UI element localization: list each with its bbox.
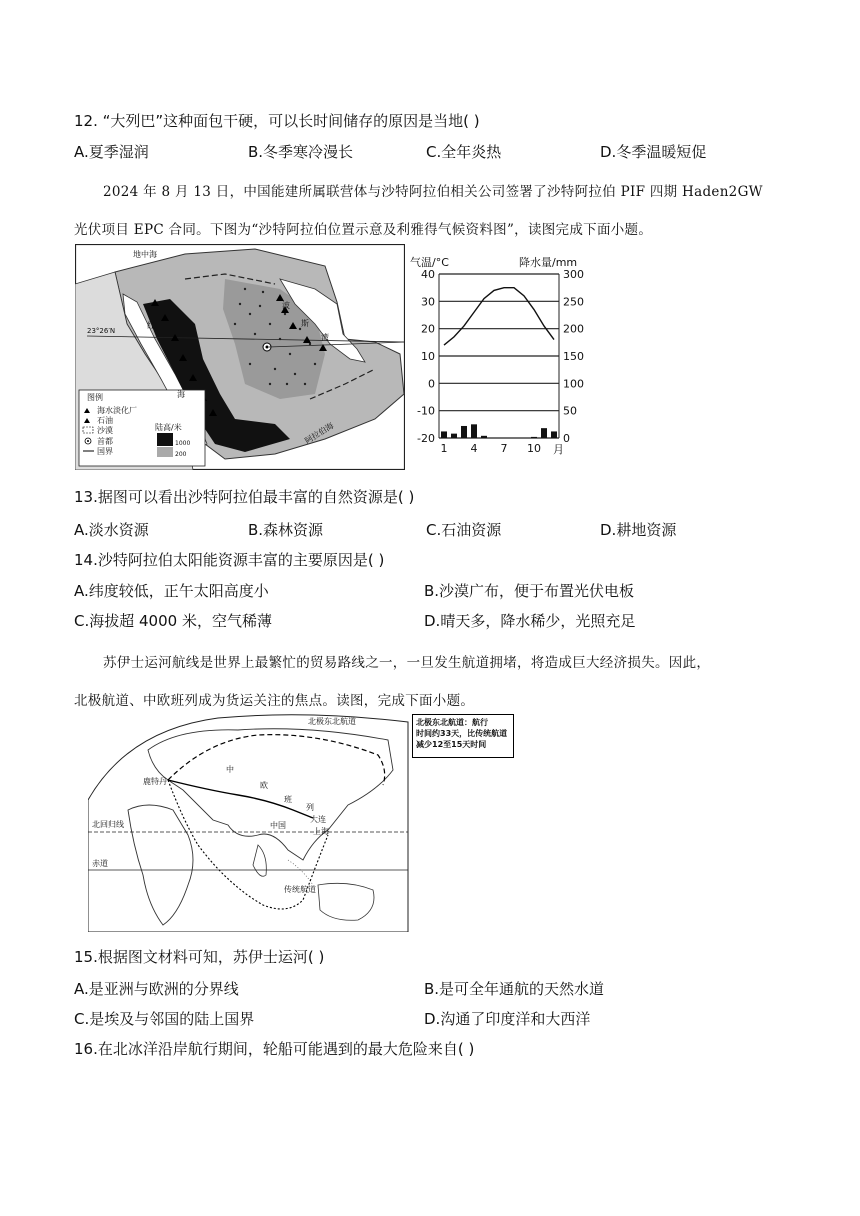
q13-option-a: A.淡水资源 xyxy=(74,521,149,539)
q15-option-c: C.是埃及与邻国的陆上国界 xyxy=(74,1010,255,1028)
q14-option-c: C.海拔超 4000 米，空气稀薄 xyxy=(74,612,272,630)
q15-option-d: D.沟通了印度洋和大西洋 xyxy=(424,1010,591,1028)
y-right-tick-label: 300 xyxy=(563,268,584,281)
q13-option-d: D.耕地资源 xyxy=(600,521,677,539)
temp-axis-title: 气温/°C xyxy=(410,256,449,269)
q13-stem: 13.据图可以看出沙特阿拉伯最丰富的自然资源是( ) xyxy=(74,488,415,506)
note-line-1: 北极东北航道：航行 xyxy=(416,718,488,727)
passage2-line2: 北极航道、中欧班列成为货运关注的焦点。读图，完成下面小题。 xyxy=(74,693,475,709)
precip-axis-title: 降水量/mm xyxy=(519,256,578,269)
legend-oil: 石油 xyxy=(97,416,113,425)
label-china: 中国 xyxy=(270,821,286,830)
y-right-tick-label: 200 xyxy=(563,322,584,336)
q15-option-a: A.是亚洲与欧洲的分界线 xyxy=(74,980,239,998)
note-line-3: 减少12至15天时间 xyxy=(416,740,487,749)
month-unit-label: 月 xyxy=(553,443,564,456)
q12-option-d: D.冬季温暖短促 xyxy=(600,143,707,161)
y-left-tick-label: 40 xyxy=(421,268,435,281)
precip-bar xyxy=(461,426,467,438)
y-right-tick-label: 250 xyxy=(563,295,584,309)
q14-stem: 14.沙特阿拉伯太阳能资源丰富的主要原因是( ) xyxy=(74,551,385,569)
label-zhong: 中 xyxy=(226,765,234,774)
y-left-tick-label: 0 xyxy=(428,377,435,391)
q12-option-b: B.冬季寒冷漫长 xyxy=(248,143,354,161)
x-tick-label: 7 xyxy=(500,442,508,455)
q12-option-c: C.全年炎热 xyxy=(426,143,502,161)
legend-desalination: 海水淡化厂 xyxy=(97,406,137,415)
label-latitude: 23°26′N xyxy=(87,327,116,335)
q12-option-a: A.夏季湿润 xyxy=(74,143,149,161)
label-hong: 红 xyxy=(147,321,155,330)
riyadh-climate-chart xyxy=(405,252,585,462)
label-bo: 波 xyxy=(282,301,290,310)
label-hai: 海 xyxy=(177,390,185,399)
label-equator: 赤道 xyxy=(92,859,108,868)
y-left-tick-label: 20 xyxy=(421,322,435,336)
note-line-2: 时间约33天，比传统航道 xyxy=(416,729,508,738)
passage1-line1: 2024 年 8 月 13 日，中国能建所属联营体与沙特阿拉伯相关公司签署了沙特阿拉伯 PIF 四期 Haden2GW xyxy=(103,184,763,200)
x-tick-label: 4 xyxy=(470,442,478,455)
label-tropic: 北回归线 xyxy=(92,820,124,829)
precip-bar xyxy=(471,424,477,438)
route-note-box xyxy=(412,714,514,758)
legend-capital: 首都 xyxy=(97,437,113,446)
q15-stem: 15.根据图文材料可知，苏伊士运河( ) xyxy=(74,948,325,966)
y-right-tick-label: 100 xyxy=(563,377,584,391)
precip-bar xyxy=(541,428,547,438)
y-left-tick-label: -20 xyxy=(417,432,435,445)
label-dalian: 大连 xyxy=(310,815,326,824)
y-right-tick-label: 0 xyxy=(563,432,570,445)
legend-elev-low: 200 xyxy=(175,451,187,458)
legend-border: 国界 xyxy=(97,447,113,456)
label-ou: 欧 xyxy=(260,781,268,790)
legend-elev-high: 1000 xyxy=(175,440,191,447)
label-ban: 班 xyxy=(284,795,292,804)
passage2-line1: 苏伊士运河航线是世界上最繁忙的贸易路线之一，一旦发生航道拥堵，将造成巨大经济损失。因此， xyxy=(103,655,711,671)
q16-stem: 16.在北冰洋沿岸航行期间，轮船可能遇到的最大危险来自( ) xyxy=(74,1040,475,1058)
label-rotterdam: 鹿特丹 xyxy=(143,777,167,786)
q13-option-b: B.森林资源 xyxy=(248,521,324,539)
q12-stem: 12. “大列巴”这种面包干硬，可以长时间储存的原因是当地( ) xyxy=(74,112,480,130)
y-right-tick-label: 50 xyxy=(563,404,577,418)
label-arabian-sea: 阿拉伯海 xyxy=(303,421,336,446)
label-si: 斯 xyxy=(301,319,309,328)
label-northeast-route: 北极东北航道 xyxy=(308,717,356,726)
precip-bar xyxy=(531,437,537,438)
label-lie: 列 xyxy=(306,803,314,812)
label-traditional-route: 传统航道 xyxy=(284,885,316,894)
q13-option-c: C.石油资源 xyxy=(426,521,502,539)
y-left-tick-label: -10 xyxy=(417,404,435,418)
x-tick-label: 10 xyxy=(527,442,541,455)
precip-bar xyxy=(551,431,557,438)
y-left-tick-label: 30 xyxy=(421,295,435,309)
precip-bar xyxy=(481,436,487,438)
y-left-tick-label: 10 xyxy=(421,350,435,363)
q14-option-d: D.晴天多，降水稀少，光照充足 xyxy=(424,612,636,630)
label-mediterranean: 地中海 xyxy=(133,250,157,259)
q14-option-b: B.沙漠广布，便于布置光伏电板 xyxy=(424,582,635,600)
x-tick-label: 1 xyxy=(440,442,448,455)
legend-desert: 沙漠 xyxy=(97,426,113,435)
shipping-route-map xyxy=(88,710,418,932)
label-wan: 湾 xyxy=(321,333,329,342)
temperature-line xyxy=(444,288,554,345)
passage1-line2: 光伏项目 EPC 合同。下图为“沙特阿拉伯位置示意及利雅得气候资料图”，读图完成下面小题。 xyxy=(74,222,653,238)
saudi-location-map xyxy=(75,244,405,470)
label-shanghai: 上海 xyxy=(313,827,329,836)
legend-title: 图例 xyxy=(87,393,103,402)
y-right-tick-label: 150 xyxy=(563,350,584,363)
precip-bar xyxy=(451,434,457,438)
q15-option-b: B.是可全年通航的天然水道 xyxy=(424,980,605,998)
precip-bar xyxy=(441,431,447,438)
legend-elevation-title: 陆高/米 xyxy=(155,423,182,432)
q14-option-a: A.纬度较低，正午太阳高度小 xyxy=(74,582,269,600)
